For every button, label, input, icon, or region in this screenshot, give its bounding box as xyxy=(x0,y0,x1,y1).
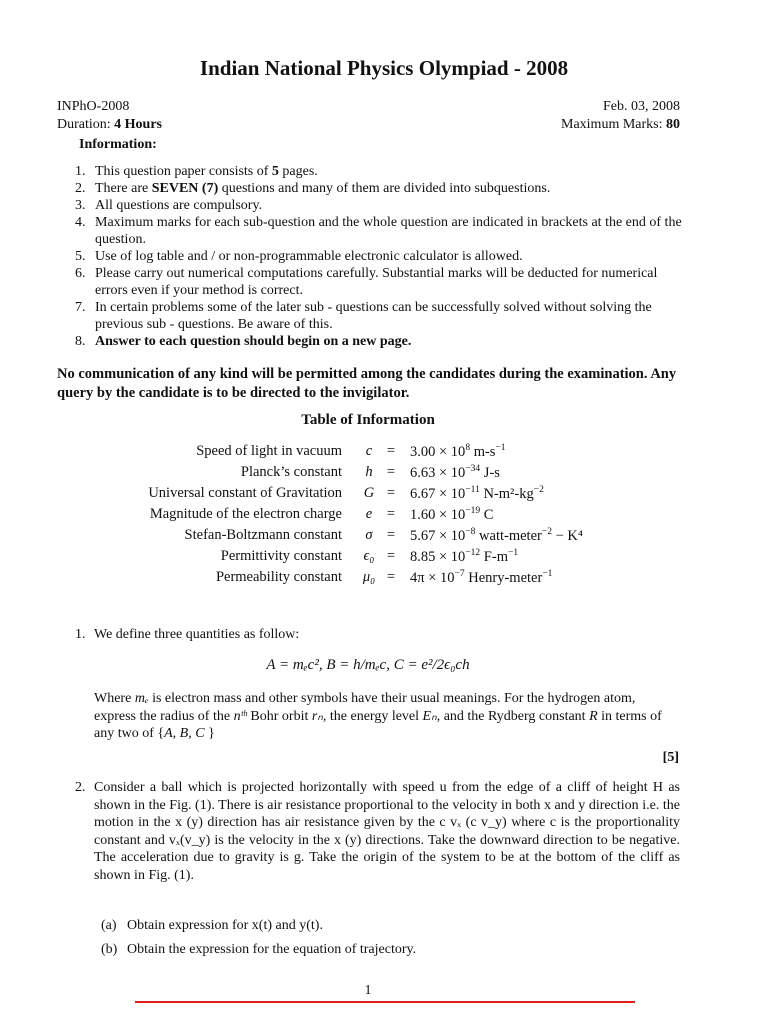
unit-exponent: −2 xyxy=(533,485,544,495)
notice: No communication of any kind will be permitted among the candidates during the examination. Any query by the candidate is to be directed to the invigilator. xyxy=(57,366,677,401)
q1-text-part: , and the Rydberg constant xyxy=(436,708,590,724)
value-exponent: −19 xyxy=(465,506,481,516)
constant-symbol: σ xyxy=(365,527,373,543)
value-mantissa: 3.00 × 10 xyxy=(410,443,466,460)
duration-value: 4 Hours xyxy=(114,117,162,132)
page-number: 1 xyxy=(364,983,372,998)
q1-text-part: , the energy level xyxy=(322,708,423,724)
info-item xyxy=(75,180,685,197)
q1-text-part: Bohr orbit xyxy=(246,708,312,724)
q1-math: nᵗʰ xyxy=(233,708,247,724)
q1-text-part: } xyxy=(204,726,215,742)
value-mantissa: 5.67 × 10 xyxy=(410,527,466,544)
page-title: Indian National Physics Olympiad - 2008 xyxy=(199,56,569,80)
max-marks xyxy=(561,116,680,134)
info-item-number: 7. xyxy=(75,300,86,315)
table-row xyxy=(0,527,768,547)
constant-symbol: ϵ₀ xyxy=(363,548,375,564)
info-item-text: Use of log table and / or non-programmable electronic calculator is allowed. xyxy=(95,249,523,264)
q1-text-part: Where xyxy=(94,691,135,706)
constant-name: Stefan-Boltzmann constant xyxy=(184,527,342,543)
constant-value xyxy=(410,506,493,524)
q1-math: A, B, C xyxy=(164,726,205,742)
info-item-bold: Answer to each question should begin on a new page. xyxy=(95,334,412,349)
constant-name: Permittivity constant xyxy=(220,548,342,564)
sub-question-label: (b) xyxy=(101,942,118,957)
unit-exponent: −1 xyxy=(542,569,553,579)
value-unit: N-m²-kg xyxy=(479,485,534,502)
q1-body-text xyxy=(94,690,680,743)
sub-question xyxy=(101,942,416,958)
information-heading: Information: xyxy=(79,137,157,152)
value-unit: watt-meter xyxy=(475,527,542,544)
info-item-text: pages. xyxy=(278,164,318,179)
value-mantissa: 6.67 × 10 xyxy=(410,485,466,502)
value-unit: F-m xyxy=(480,548,508,565)
value-unit: J-s xyxy=(480,464,500,481)
value-exponent: −11 xyxy=(465,485,480,495)
q1-marks: [5] xyxy=(662,750,679,765)
value-mantissa: 6.63 × 10 xyxy=(410,464,466,481)
table-row xyxy=(0,443,768,463)
constant-value xyxy=(410,443,506,461)
constant-name: Permeability constant xyxy=(215,569,342,585)
constant-name: Planck’s constant xyxy=(240,464,342,480)
constant-value xyxy=(410,569,552,587)
table-heading: Table of Information xyxy=(301,412,435,428)
info-item-number: 2. xyxy=(75,181,86,196)
info-item xyxy=(75,214,685,248)
info-item xyxy=(75,163,685,180)
info-item-bold: 5 xyxy=(271,164,279,179)
sub-question-label: (a) xyxy=(101,918,117,933)
equals-sign: = xyxy=(386,443,396,459)
q1-math: rₙ xyxy=(311,708,323,724)
sub-question-text: Obtain expression for x(t) and y(t). xyxy=(127,918,323,933)
question-1-intro-row xyxy=(0,626,768,646)
sub-question-text: Obtain the expression for the equation of trajectory. xyxy=(127,942,417,957)
info-item-text: Please carry out numerical computations carefully. Substantial marks will be deducted for numerical errors even if your method is correct. xyxy=(95,266,658,298)
q1-equation: A = mₑc², B = h/mₑc, C = e²/2ϵ₀ch xyxy=(266,657,470,673)
info-item xyxy=(75,197,685,214)
information-list xyxy=(75,163,685,350)
q1-text-part: in terms of any two of { xyxy=(94,708,662,742)
value-exponent: 8 xyxy=(465,443,471,453)
unit-exponent: −2 xyxy=(541,527,552,537)
q1-math: Eₙ xyxy=(422,708,437,724)
equals-sign: = xyxy=(386,485,396,501)
info-item-text: This question paper consists of xyxy=(95,164,272,179)
header-left xyxy=(57,98,162,134)
q1-math: mₑ xyxy=(134,691,149,706)
constant-value xyxy=(410,527,583,545)
q1-text-part: is electron mass and other symbols have their usual meanings. For the hydrogen atom, express the radius of the xyxy=(94,691,636,724)
constant-symbol: G xyxy=(363,485,375,501)
info-item-number: 6. xyxy=(75,266,86,281)
constant-symbol: e xyxy=(365,506,373,522)
info-item xyxy=(75,248,685,265)
value-mantissa: 4π × 10 xyxy=(410,569,455,586)
duration xyxy=(57,116,162,134)
constant-symbol: μ₀ xyxy=(362,569,376,585)
value-mantissa: 1.60 × 10 xyxy=(410,506,466,523)
value-mantissa: 8.85 × 10 xyxy=(410,548,466,565)
constant-value xyxy=(410,485,544,503)
table-row xyxy=(0,569,768,589)
info-item-text: questions and many of them are divided into subquestions. xyxy=(218,181,551,196)
sub-question xyxy=(101,918,323,934)
constant-value xyxy=(410,548,518,566)
constant-name: Speed of light in vacuum xyxy=(196,443,342,459)
constant-name: Magnitude of the electron charge xyxy=(149,506,342,522)
question-number: 1. xyxy=(75,627,86,642)
exam-code: INPhO-2008 xyxy=(57,99,130,114)
value-exponent: −8 xyxy=(465,527,476,537)
value-exponent: −34 xyxy=(465,464,481,474)
info-item-text: Maximum marks for each sub-question and the whole question are indicated in brackets at the end of the question. xyxy=(95,215,682,247)
unit-exponent: −1 xyxy=(495,443,506,453)
exam-date: Feb. 03, 2008 xyxy=(603,99,680,114)
constant-symbol: h xyxy=(365,464,373,480)
table-row xyxy=(0,506,768,526)
equals-sign: = xyxy=(386,506,396,522)
max-marks-value: 80 xyxy=(666,117,680,132)
unit-exponent: −1 xyxy=(507,548,519,558)
value-unit: C xyxy=(480,506,494,523)
info-item xyxy=(75,299,685,333)
question-number: 2. xyxy=(75,780,86,795)
value-exponent: −12 xyxy=(465,548,481,558)
constant-name: Universal constant of Gravitation xyxy=(148,485,342,501)
equals-sign: = xyxy=(386,548,396,564)
info-item-text: In certain problems some of the later sub - questions can be successfully solved without solving the previous sub - questions. Be aware of this. xyxy=(95,300,652,332)
info-item-number: 1. xyxy=(75,164,86,179)
unit-tail: − K⁴ xyxy=(551,527,583,544)
info-item xyxy=(75,265,685,299)
info-item-number: 5. xyxy=(75,249,86,264)
value-unit: Henry-meter xyxy=(464,569,543,586)
value-unit: m-s xyxy=(470,443,496,460)
info-item-text: There are xyxy=(95,181,152,196)
info-item-number: 4. xyxy=(75,215,86,230)
equals-sign: = xyxy=(386,464,396,480)
equals-sign: = xyxy=(386,569,396,585)
equals-sign: = xyxy=(386,527,396,543)
table-row xyxy=(0,485,768,505)
info-item xyxy=(75,333,685,350)
q1-math: R xyxy=(589,708,598,724)
info-item-number: 3. xyxy=(75,198,86,213)
info-item-number: 8. xyxy=(75,334,86,349)
question-intro: We define three quantities as follow: xyxy=(94,627,300,642)
value-exponent: −7 xyxy=(454,569,465,579)
header-right xyxy=(561,98,680,134)
footer-divider xyxy=(135,1001,635,1003)
question-2-text: Consider a ball which is projected horizontally with speed u from the edge of a cliff of height H as shown in the Fig. (1). There is air resistance proportional to the velocity in both x and y direction i.e. the motion in the x (y) direction has air resistance given by the c vₓ (c v_y) where c is the proportionality constant and vₓ(v_y) is the velocity in the x (y) directions. Take the downward direction to be negative. The acceleration due to gravity is g. Take the origin of the system to be at the bottom of the cliff as shown in Fig. (1). xyxy=(94,780,680,883)
info-item-text: All questions are compulsory. xyxy=(95,198,263,213)
constant-symbol: c xyxy=(365,443,373,459)
max-marks-label: Maximum Marks: xyxy=(561,117,666,132)
info-item-bold: SEVEN (7) xyxy=(151,181,219,196)
duration-label: Duration: xyxy=(57,117,115,132)
table-row xyxy=(0,548,768,568)
table-row xyxy=(0,464,768,484)
constant-value xyxy=(410,464,500,482)
